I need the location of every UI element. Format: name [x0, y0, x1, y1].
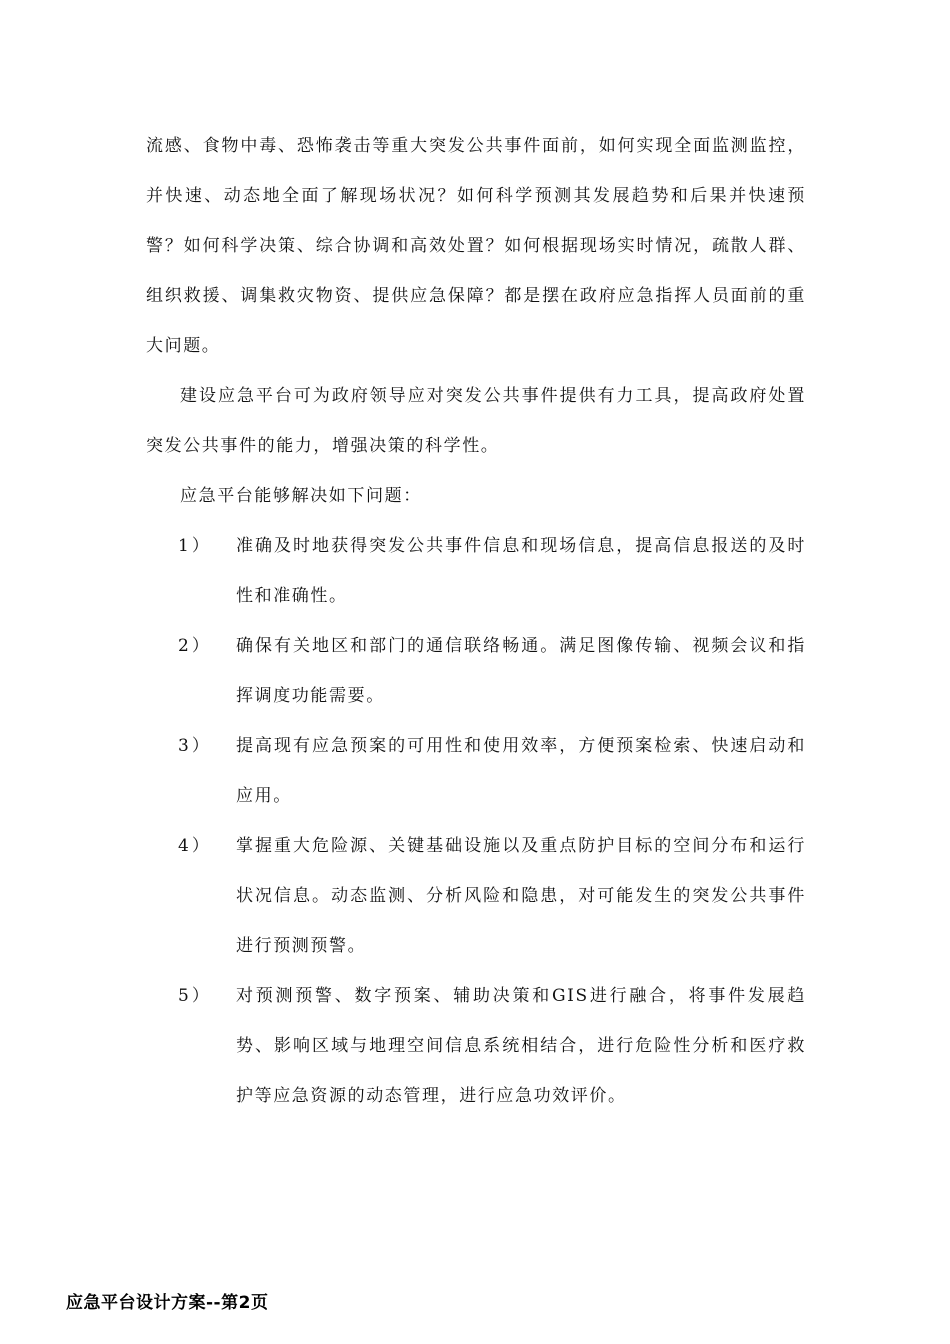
- list-item-number: 1）: [178, 536, 212, 556]
- list-item: [146, 821, 806, 971]
- list-item: [146, 971, 806, 1121]
- list-item-text: 确保有关地区和部门的通信联络畅通。满足图像传输、视频会议和指挥调度功能需要。: [236, 636, 806, 706]
- list-item-text: 对预测预警、数字预案、辅助决策和GIS进行融合，将事件发展趋势、影响区域与地理空间信息系统相结合，进行危险性分析和医疗救护等应急资源的动态管理，进行应急功效评价。: [236, 986, 806, 1106]
- list-item: [146, 721, 806, 821]
- page-footer: 应急平台设计方案--第2页: [66, 1293, 269, 1313]
- list-item-text: 提高现有应急预案的可用性和使用效率，方便预案检索、快速启动和应用。: [236, 736, 806, 806]
- document-body: [146, 121, 806, 1121]
- list-item-number: 4）: [178, 836, 212, 856]
- paragraph-continued: 流感、食物中毒、恐怖袭击等重大突发公共事件面前，如何实现全面监测监控，并快速、动态地全面了解现场状况？如何科学预测其发展趋势和后果并快速预警？如何科学决策、综合协调和高效处置？如何根据现场实时情况，疏散人群、组织救援、调集救灾物资、提供应急保障？都是摆在政府应急指挥人员面前的重大问题。: [146, 136, 806, 356]
- list-item-number: 5）: [178, 986, 212, 1006]
- list-item-text: 掌握重大危险源、关键基础设施以及重点防护目标的空间分布和运行状况信息。动态监测、分析风险和隐患，对可能发生的突发公共事件进行预测预警。: [236, 836, 806, 956]
- list-item-number: 3）: [178, 736, 212, 756]
- list-item: [146, 521, 806, 621]
- list-item-text: 准确及时地获得突发公共事件信息和现场信息，提高信息报送的及时性和准确性。: [236, 536, 806, 606]
- paragraph-list-intro: 应急平台能够解决如下问题：: [180, 486, 422, 506]
- list-item: [146, 621, 806, 721]
- paragraph-platform-purpose: 建设应急平台可为政府领导应对突发公共事件提供有力工具，提高政府处置突发公共事件的能力，增强决策的科学性。: [146, 386, 806, 456]
- list-item-number: 2）: [178, 636, 212, 656]
